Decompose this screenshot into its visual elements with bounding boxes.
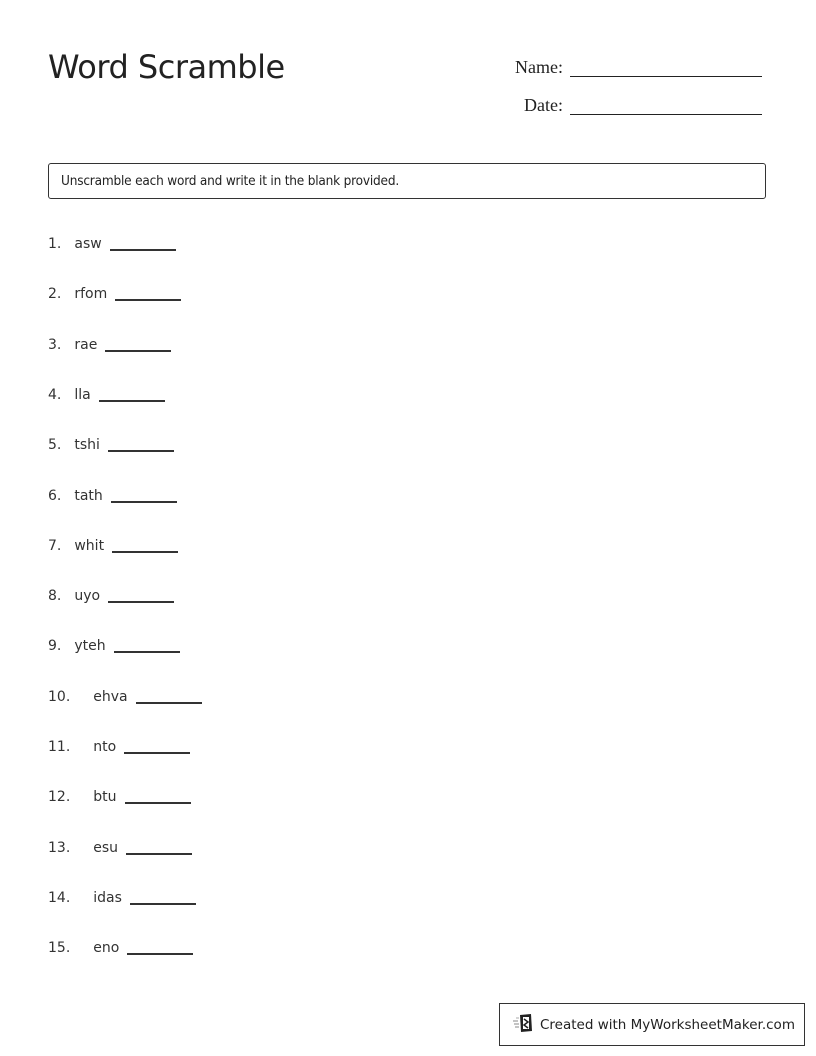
- answer-blank[interactable]: [105, 336, 171, 352]
- answer-blank[interactable]: [124, 738, 190, 754]
- answer-blank[interactable]: [115, 285, 181, 301]
- answer-blank[interactable]: [127, 939, 193, 955]
- item-number: 14.: [48, 889, 71, 906]
- scrambled-word: rae: [74, 336, 98, 353]
- list-item: [48, 383, 165, 403]
- scrambled-word: lla: [74, 386, 91, 403]
- name-label: Name:: [515, 57, 563, 77]
- list-item: [48, 936, 193, 956]
- list-item: [48, 433, 174, 453]
- page-title: Word Scramble: [48, 48, 285, 86]
- list-item: [48, 584, 174, 604]
- answer-blank[interactable]: [130, 889, 196, 905]
- list-item: [48, 484, 177, 504]
- item-number: 2.: [48, 286, 62, 303]
- date-blank-line: [570, 96, 762, 115]
- list-item: [48, 232, 176, 252]
- scrambled-word: yteh: [74, 638, 106, 655]
- answer-blank[interactable]: [99, 386, 165, 402]
- answer-blank[interactable]: [126, 839, 192, 855]
- instructions-text: Unscramble each word and write it in the blank provided.: [61, 173, 399, 189]
- list-item: [48, 886, 196, 906]
- name-field: [505, 57, 762, 77]
- scrambled-word: idas: [93, 889, 122, 906]
- scrambled-word: esu: [93, 839, 119, 856]
- answer-blank[interactable]: [108, 436, 174, 452]
- list-item: [48, 534, 178, 554]
- name-blank-line: [570, 58, 762, 77]
- scrambled-word: whit: [74, 537, 105, 554]
- scrambled-word: ehva: [93, 688, 128, 705]
- list-item: [48, 836, 192, 856]
- answer-blank[interactable]: [125, 788, 191, 804]
- answer-blank[interactable]: [136, 688, 202, 704]
- scrambled-word: asw: [74, 236, 102, 252]
- answer-blank[interactable]: [114, 637, 180, 653]
- list-item: [48, 282, 181, 302]
- scrambled-word: uyo: [74, 588, 101, 605]
- scrambled-word: tath: [74, 487, 103, 504]
- instructions-box: [48, 163, 766, 199]
- item-number: 13.: [48, 839, 71, 856]
- item-number: 1.: [48, 236, 62, 252]
- scrambled-word: eno: [93, 940, 120, 957]
- list-item: [48, 785, 191, 805]
- footer-credit: [499, 1003, 805, 1046]
- item-number: 12.: [48, 789, 71, 806]
- date-field: [505, 95, 762, 115]
- list-item: [48, 634, 180, 654]
- scrambled-word: tshi: [74, 437, 100, 454]
- list-item: [48, 735, 190, 755]
- scrambled-word: nto: [93, 739, 117, 755]
- answer-blank[interactable]: [111, 487, 177, 503]
- answer-blank[interactable]: [110, 235, 176, 251]
- item-number: 9.: [48, 638, 62, 655]
- footer-text: Created with MyWorksheetMaker.com: [540, 1016, 795, 1033]
- scrambled-word: btu: [93, 789, 117, 806]
- list-item: [48, 685, 202, 705]
- worksheet-maker-logo-icon: [512, 1013, 540, 1037]
- item-number: 10.: [48, 688, 71, 705]
- item-number: 3.: [48, 336, 62, 353]
- item-number: 4.: [48, 386, 62, 403]
- item-number: 15.: [48, 940, 71, 957]
- item-number: 11.: [48, 739, 71, 755]
- date-label: Date:: [524, 95, 563, 115]
- item-number: 7.: [48, 537, 62, 554]
- item-number: 6.: [48, 487, 62, 504]
- list-item: [48, 333, 171, 353]
- scrambled-word: rfom: [74, 286, 108, 303]
- item-number: 8.: [48, 588, 62, 605]
- item-number: 5.: [48, 437, 62, 454]
- answer-blank[interactable]: [112, 537, 178, 553]
- answer-blank[interactable]: [108, 587, 174, 603]
